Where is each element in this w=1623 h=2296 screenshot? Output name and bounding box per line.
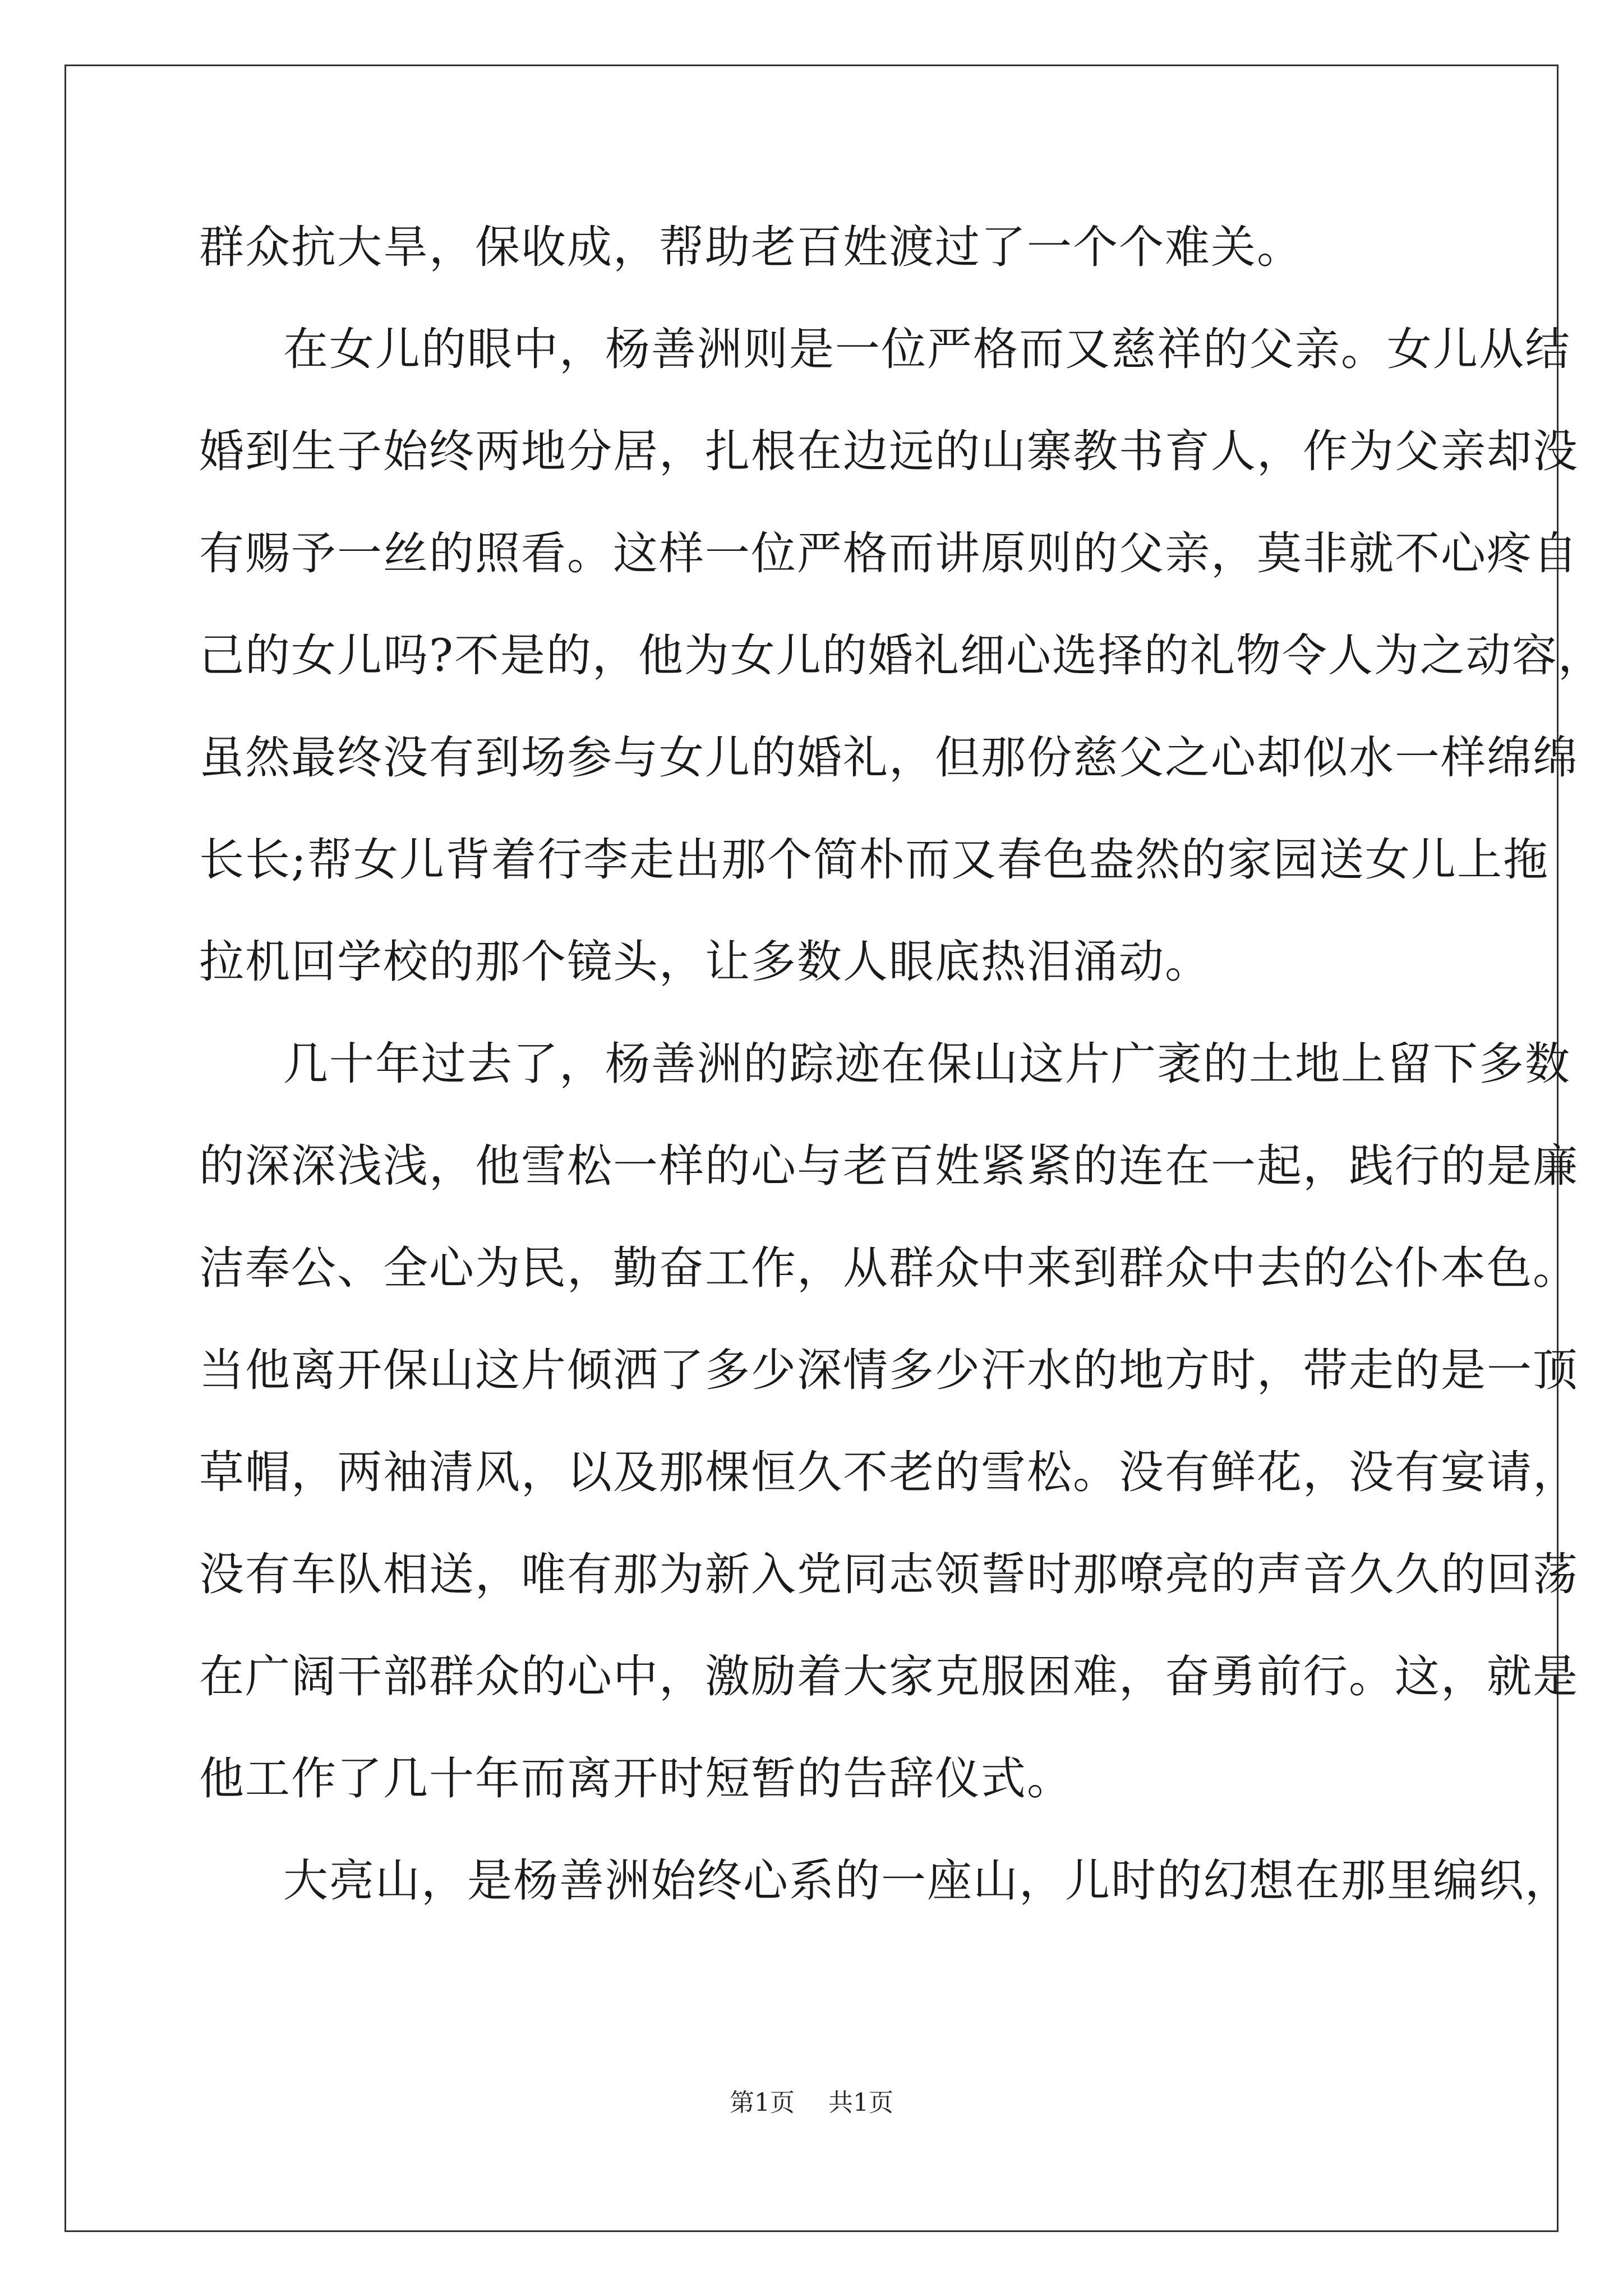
text-line: 当他离开保山这片倾洒了多少深情多少汗水的地方时，带走的是一顶 xyxy=(199,1344,1579,1396)
text-line: 他工作了几十年而离开时短暂的告辞仪式。 xyxy=(199,1752,1073,1805)
text-line: 的深深浅浅，他雪松一样的心与老百姓紧紧的连在一起，践行的是廉 xyxy=(199,1140,1579,1192)
text-line: 大亮山，是杨善洲始终心系的一座山，儿时的幻想在那里编织， xyxy=(283,1855,1571,1907)
text-line: 洁奉公、全心为民，勤奋工作，从群众中来到群众中去的公仆本色。 xyxy=(199,1242,1579,1294)
text-line: 长长;帮女儿背着行李走出那个简朴而又春色盎然的家园送女儿上拖 xyxy=(199,834,1549,886)
text-line: 几十年过去了，杨善洲的踪迹在保山这片广袤的土地上留下多数 xyxy=(283,1038,1571,1090)
text-line: 草帽，两袖清风，以及那棵恒久不老的雪松。没有鲜花，没有宴请， xyxy=(199,1446,1579,1498)
document-body xyxy=(199,196,1604,1932)
page-total: 共1页 xyxy=(828,2088,893,2117)
text-line: 拉机回学校的那个镜头，让多数人眼底热泪涌动。 xyxy=(199,936,1211,988)
text-line: 己的女儿吗?不是的，他为女儿的婚礼细心选择的礼物令人为之动容， xyxy=(199,629,1604,682)
text-line: 没有车队相送，唯有那为新入党同志领誓时那嘹亮的声音久久的回荡 xyxy=(199,1548,1579,1600)
page-footer xyxy=(0,2082,1623,2118)
text-line: 在广阔干部群众的心中，激励着大家克服困难，奋勇前行。这，就是 xyxy=(199,1650,1579,1703)
text-line: 虽然最终没有到场参与女儿的婚礼，但那份慈父之心却似水一样绵绵 xyxy=(199,731,1579,784)
text-line: 群众抗大旱，保收成，帮助老百姓渡过了一个个难关。 xyxy=(199,221,1303,273)
text-line: 有赐予一丝的照看。这样一位严格而讲原则的父亲，莫非就不心疼自 xyxy=(199,527,1579,579)
text-line: 婚到生子始终两地分居，扎根在边远的山寨教书育人，作为父亲却没 xyxy=(199,425,1579,477)
text-line: 在女儿的眼中，杨善洲则是一位严格而又慈祥的父亲。女儿从结 xyxy=(283,323,1571,375)
page-number: 第1页 xyxy=(730,2088,795,2117)
